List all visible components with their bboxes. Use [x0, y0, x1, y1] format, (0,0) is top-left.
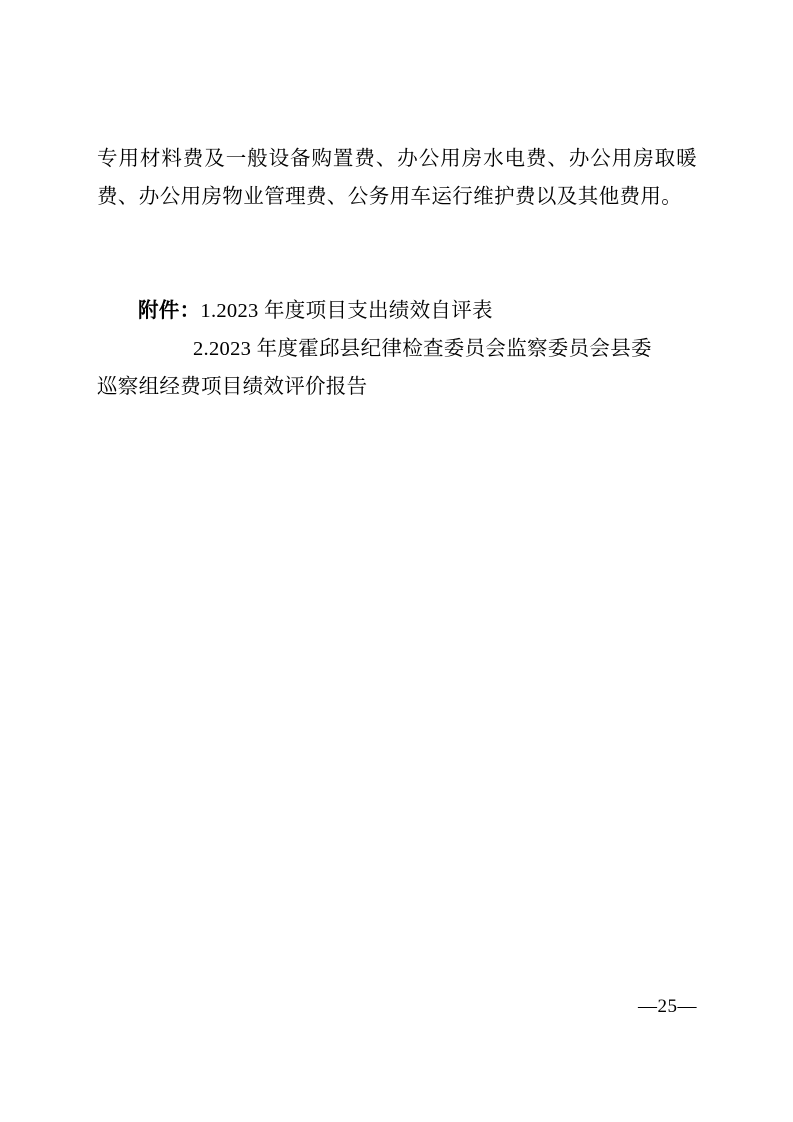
page-number: —25—: [638, 996, 697, 1017]
attachment-item-2: 2.2023 年度霍邱县纪律检查委员会监察委员会县委: [193, 338, 652, 360]
attachment-first-line: [97, 292, 697, 330]
attachment-item-1: 1.2023 年度项目支出绩效自评表: [200, 300, 493, 322]
document-body: [97, 140, 697, 406]
attachment-label: 附件：: [138, 300, 201, 322]
body-paragraph: 专用材料费及一般设备购置费、办公用房水电费、办公用房取暖费、办公用房物业管理费、公务用车运行维护费以及其他费用。: [97, 148, 697, 208]
attachment-continuation-line: 巡察组经费项目绩效评价报告: [97, 376, 368, 398]
attachment-second-line: [97, 330, 697, 368]
paragraph-spacer: [97, 216, 697, 292]
